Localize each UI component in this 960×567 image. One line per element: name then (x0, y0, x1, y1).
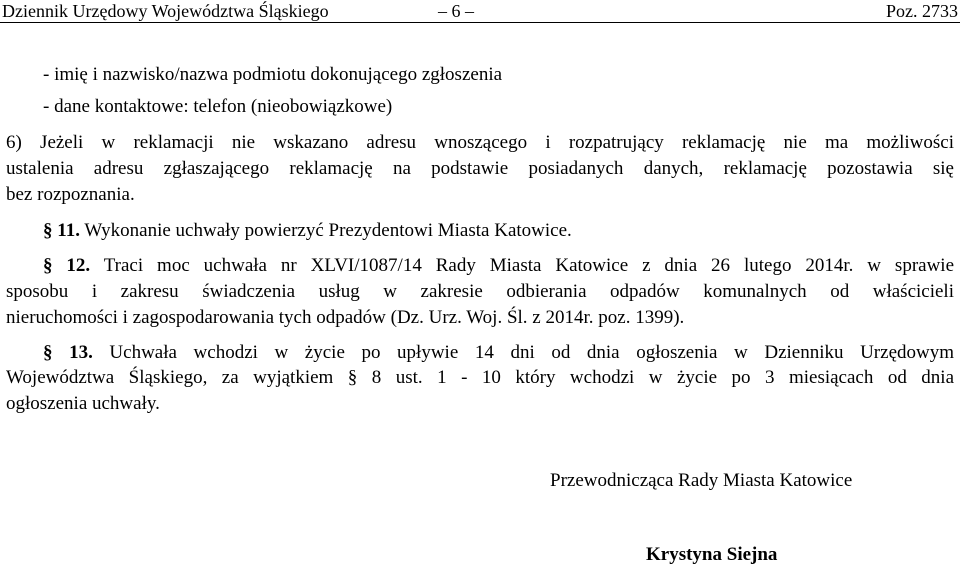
journal-title: Dziennik Urzędowy Województwa Śląskiego (2, 1, 329, 21)
section-12-line-3: nieruchomości i zagospodarowania tych odpadów (Dz. Urz. Woj. Śl. z 2014r. poz. 1399). (6, 307, 685, 328)
section-12-line-2: sposobu i zakresu świadczenia usług w zakresie odbierania odpadów komunalnych od właścicieli (6, 281, 954, 302)
section-13-number: § 13. (43, 342, 93, 363)
section-11-number: § 11. (43, 220, 80, 241)
signatory-name: Krystyna Siejna (646, 544, 778, 565)
point-6-line-3: bez rozpoznania. (6, 184, 135, 205)
section-13-line-1: § 13. Uchwała wchodzi w życie po upływie 14 dni od dnia ogłoszenia w Dzienniku Urzędowym (43, 342, 954, 363)
point-6-line-2: ustalenia adresu zgłaszającego reklamację na podstawie posiadanych danych, reklamację pozostawia się (6, 158, 954, 179)
list-item-contact: - dane kontaktowe: telefon (nieobowiązkowe) (43, 96, 393, 117)
signatory-role: Przewodnicząca Rady Miasta Katowice (550, 470, 853, 491)
list-item-name: - imię i nazwisko/nazwa podmiotu dokonującego zgłoszenia (43, 64, 503, 85)
page-number: – 6 – (438, 1, 474, 21)
page-header (0, 0, 960, 23)
section-11-text: Wykonanie uchwały powierzyć Prezydentowi Miasta Katowice. (79, 220, 572, 241)
position-number: Poz. 2733 (886, 1, 958, 21)
section-12-line-1: § 12. Traci moc uchwała nr XLVI/1087/14 Rady Miasta Katowice z dnia 26 lutego 2014r. w sprawie (43, 255, 954, 276)
section-11 (43, 219, 572, 243)
section-12-number: § 12. (43, 255, 91, 276)
section-13-line-3: ogłoszenia uchwały. (6, 393, 160, 414)
section-13-line-2: Województwa Śląskiego, za wyjątkiem § 8 ust. 1 - 10 który wchodzi w życie po 3 miesiącach od dnia (6, 367, 954, 388)
point-6-line-1: 6) Jeżeli w reklamacji nie wskazano adresu wnoszącego i rozpatrujący reklamację nie ma możliwości (6, 132, 954, 153)
